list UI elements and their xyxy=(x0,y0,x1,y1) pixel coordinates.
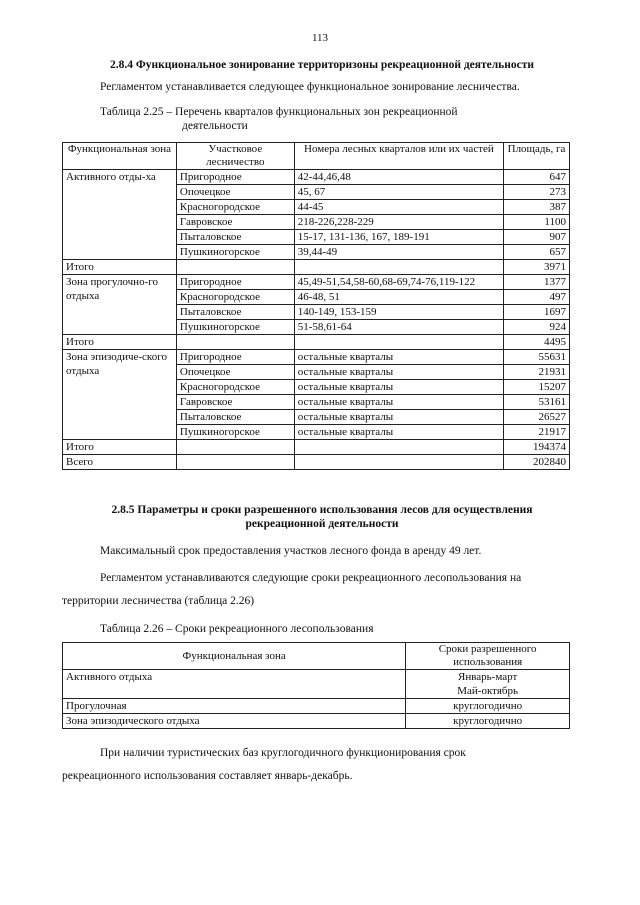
header-quarters: Номера лесных кварталов или их частей xyxy=(294,143,503,170)
table-2-26 xyxy=(62,642,570,729)
quarters-cell: остальные кварталы xyxy=(294,425,503,440)
area-cell: 647 xyxy=(504,170,570,185)
empty-cell xyxy=(176,455,294,470)
quarters-cell: остальные кварталы xyxy=(294,395,503,410)
total-value-cell: 194374 xyxy=(504,440,570,455)
quarters-cell: 44-45 xyxy=(294,200,503,215)
area-cell: 497 xyxy=(504,290,570,305)
forestry-cell: Пушкиногорское xyxy=(176,425,294,440)
area-cell: 387 xyxy=(504,200,570,215)
table-2-25-caption-line1: Таблица 2.25 – Перечень кварталов функциональных зон рекреационной xyxy=(100,106,458,118)
area-cell: 26527 xyxy=(504,410,570,425)
forestry-cell: Пушкиногорское xyxy=(176,320,294,335)
section-2-8-5-title xyxy=(62,503,582,532)
empty-cell xyxy=(294,260,503,275)
forestry-cell: Гавровское xyxy=(176,215,294,230)
empty-cell xyxy=(294,440,503,455)
table-row xyxy=(63,714,570,729)
quarters-cell: 218-226,228-229 xyxy=(294,215,503,230)
table-row xyxy=(63,350,570,365)
forestry-cell: Красногородское xyxy=(176,200,294,215)
quarters-cell: остальные кварталы xyxy=(294,350,503,365)
header-functional-zone: Функциональная зона xyxy=(63,643,406,670)
quarters-cell: 39,44-49 xyxy=(294,245,503,260)
empty-cell xyxy=(294,335,503,350)
forestry-cell: Пыталовское xyxy=(176,410,294,425)
table-2-25-header-row xyxy=(63,143,570,170)
grand-total-row xyxy=(63,455,570,470)
header-zone: Функциональная зона xyxy=(63,143,177,170)
area-cell: 21917 xyxy=(504,425,570,440)
section-2-8-5-para2-line1: Регламентом устанавливаются следующие сроки рекреационного лесопользования на xyxy=(100,572,522,584)
table-2-25 xyxy=(62,142,570,470)
area-cell: 1100 xyxy=(504,215,570,230)
forestry-cell: Гавровское xyxy=(176,395,294,410)
forestry-cell: Пригородное xyxy=(176,350,294,365)
empty-cell xyxy=(294,455,503,470)
zone-name-cell: Зона эпизодиче-ского отдыха xyxy=(63,350,177,440)
grand-total-label-cell: Всего xyxy=(63,455,177,470)
term-cell: круглогодично xyxy=(406,714,570,729)
total-row xyxy=(63,440,570,455)
zone-name-cell: Зона прогулочно-го отдыха xyxy=(63,275,177,335)
section-2-8-5-title-line2: рекреационной деятельности xyxy=(245,518,399,531)
quarters-cell: 45, 67 xyxy=(294,185,503,200)
quarters-cell: 51-58,61-64 xyxy=(294,320,503,335)
empty-cell xyxy=(176,335,294,350)
term-cell: круглогодично xyxy=(406,699,570,714)
table-2-25-caption xyxy=(100,105,580,134)
table-row xyxy=(63,699,570,714)
total-label-cell: Итого xyxy=(63,335,177,350)
quarters-cell: остальные кварталы xyxy=(294,365,503,380)
empty-cell xyxy=(176,260,294,275)
term-cell: Январь-март Май-октябрь xyxy=(406,670,570,699)
grand-total-value-cell: 202840 xyxy=(504,455,570,470)
empty-cell xyxy=(176,440,294,455)
total-value-cell: 3971 xyxy=(504,260,570,275)
header-terms: Сроки разрешенного использования xyxy=(406,643,570,670)
area-cell: 657 xyxy=(504,245,570,260)
forestry-cell: Пушкиногорское xyxy=(176,245,294,260)
table-row xyxy=(63,670,570,699)
forestry-cell: Пригородное xyxy=(176,170,294,185)
section-2-8-5-para2-line2: территории лесничества (таблица 2.26) xyxy=(62,595,255,607)
area-cell: 1697 xyxy=(504,305,570,320)
quarters-cell: 42-44,46,48 xyxy=(294,170,503,185)
total-row xyxy=(63,260,570,275)
quarters-cell: остальные кварталы xyxy=(294,410,503,425)
area-cell: 21931 xyxy=(504,365,570,380)
section-2-8-5-para1: Максимальный срок предоставления участков лесного фонда в аренду 49 лет. xyxy=(100,545,482,557)
closing-line1: При наличии туристических баз круглогодичного функционирования срок xyxy=(100,747,466,759)
table-2-26-caption: Таблица 2.26 – Сроки рекреационного лесопользования xyxy=(100,623,374,635)
page-number: 113 xyxy=(311,32,329,44)
total-row xyxy=(63,335,570,350)
table-row xyxy=(63,275,570,290)
quarters-cell: 45,49-51,54,58-60,68-69,74-76,119-122 xyxy=(294,275,503,290)
zone-cell: Прогулочная xyxy=(63,699,406,714)
zone-cell: Зона эпизодического отдыха xyxy=(63,714,406,729)
total-value-cell: 4495 xyxy=(504,335,570,350)
quarters-cell: 140-149, 153-159 xyxy=(294,305,503,320)
area-cell: 53161 xyxy=(504,395,570,410)
header-area: Площадь, га xyxy=(504,143,570,170)
section-2-8-4-title: 2.8.4 Функциональное зонирование территоризоны рекреационной деятельности xyxy=(109,59,535,71)
area-cell: 1377 xyxy=(504,275,570,290)
forestry-cell: Красногородское xyxy=(176,380,294,395)
area-cell: 15207 xyxy=(504,380,570,395)
table-row xyxy=(63,170,570,185)
section-2-8-4-intro: Регламентом устанавливается следующее функциональное зонирование лесничества. xyxy=(100,81,520,93)
forestry-cell: Пригородное xyxy=(176,275,294,290)
area-cell: 273 xyxy=(504,185,570,200)
quarters-cell: 46-48, 51 xyxy=(294,290,503,305)
total-label-cell: Итого xyxy=(63,260,177,275)
total-label-cell: Итого xyxy=(63,440,177,455)
section-2-8-5-title-line1: 2.8.5 Параметры и сроки разрешенного использования лесов для осуществления xyxy=(111,504,533,516)
table-2-26-header-row xyxy=(63,643,570,670)
zone-name-cell: Активного отды-ха xyxy=(63,170,177,260)
forestry-cell: Пыталовское xyxy=(176,230,294,245)
forestry-cell: Опочецкое xyxy=(176,185,294,200)
forestry-cell: Красногородское xyxy=(176,290,294,305)
zone-cell: Активного отдыха xyxy=(63,670,406,699)
forestry-cell: Пыталовское xyxy=(176,305,294,320)
area-cell: 907 xyxy=(504,230,570,245)
area-cell: 55631 xyxy=(504,350,570,365)
header-forestry: Участковое лесничество xyxy=(176,143,294,170)
quarters-cell: остальные кварталы xyxy=(294,380,503,395)
forestry-cell: Опочецкое xyxy=(176,365,294,380)
quarters-cell: 15-17, 131-136, 167, 189-191 xyxy=(294,230,503,245)
table-2-25-caption-line2: деятельности xyxy=(182,120,248,133)
area-cell: 924 xyxy=(504,320,570,335)
closing-line2: рекреационного использования составляет январь-декабрь. xyxy=(62,770,353,782)
